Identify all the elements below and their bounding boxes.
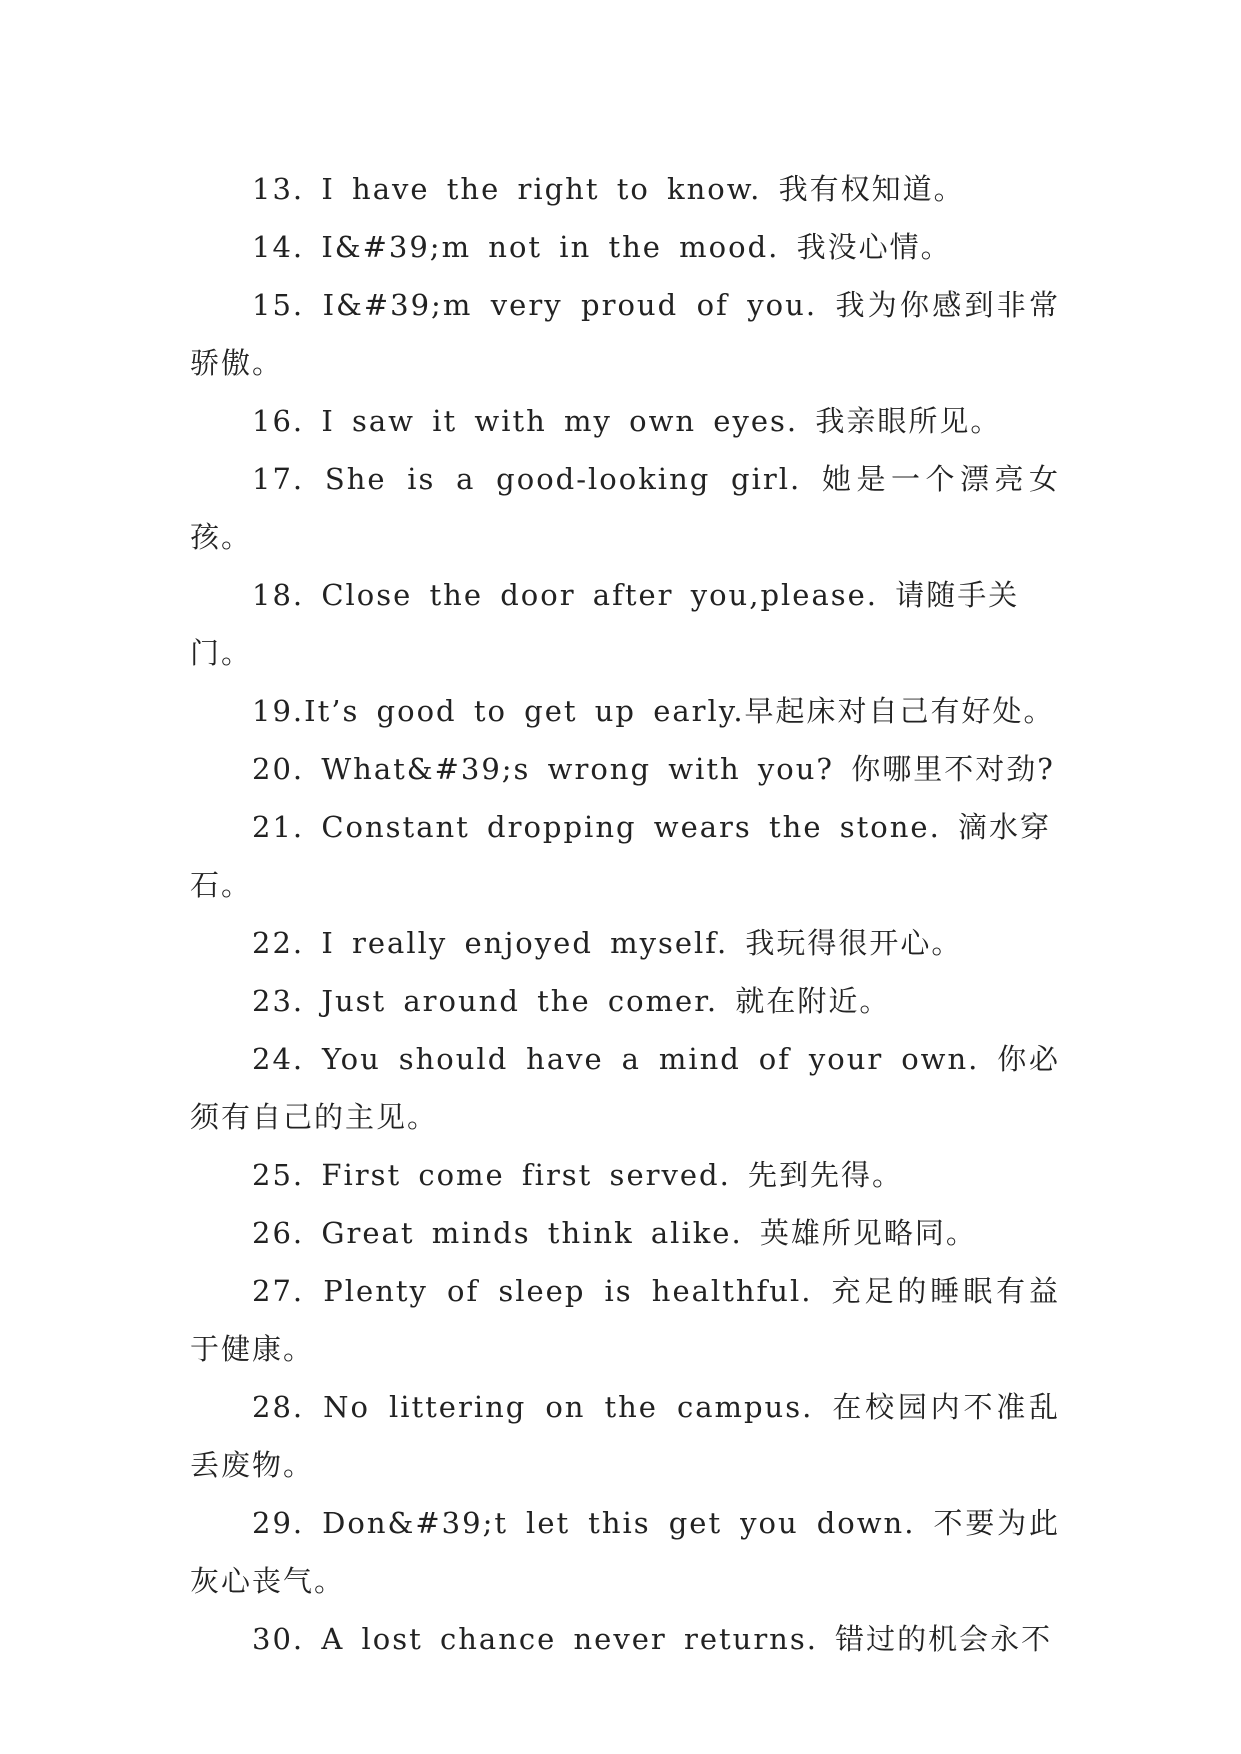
- sentence-14: 14. I&#39;m not in the mood. 我没心情。: [252, 230, 952, 264]
- sentence-19: 19.It’s good to get up early.早起床对自己有好处。: [252, 694, 1055, 728]
- sentence-28: 28. No littering on the campus. 在校园内不准乱丢废物。: [190, 1390, 1060, 1482]
- sentence-26: 26. Great minds think alike. 英雄所见略同。: [252, 1216, 977, 1250]
- sentence-18: 18. Close the door after you,please. 请随手关门。: [190, 578, 1020, 670]
- sentence-24: 24. You should have a mind of your own. 你必须有自己的主见。: [190, 1042, 1060, 1134]
- sentence-16: 16. I saw it with my own eyes. 我亲眼所见。: [252, 404, 1002, 438]
- sentence-13: 13. I have the right to know. 我有权知道。: [252, 172, 965, 206]
- sentence-29: 29. Don&#39;t let this get you down. 不要为此灰心丧气。: [190, 1506, 1060, 1598]
- sentence-15: 15. I&#39;m very proud of you. 我为你感到非常骄傲。: [190, 288, 1060, 380]
- sentence-30: 30. A lost chance never returns. 错过的机会永不: [252, 1622, 1053, 1656]
- sentence-23: 23. Just around the comer. 就在附近。: [252, 984, 891, 1018]
- sentence-list: [190, 160, 1060, 1668]
- sentence-17: 17. She is a good-looking girl. 她是一个漂亮女孩。: [190, 462, 1060, 554]
- sentence-27: 27. Plenty of sleep is healthful. 充足的睡眠有益于健康。: [190, 1274, 1060, 1366]
- sentence-22: 22. I really enjoyed myself. 我玩得很开心。: [252, 926, 963, 960]
- sentence-25: 25. First come first served. 先到先得。: [252, 1158, 904, 1192]
- sentence-20: 20. What&#39;s wrong with you? 你哪里不对劲?: [252, 752, 1055, 786]
- sentence-21: 21. Constant dropping wears the stone. 滴水穿石。: [190, 810, 1052, 902]
